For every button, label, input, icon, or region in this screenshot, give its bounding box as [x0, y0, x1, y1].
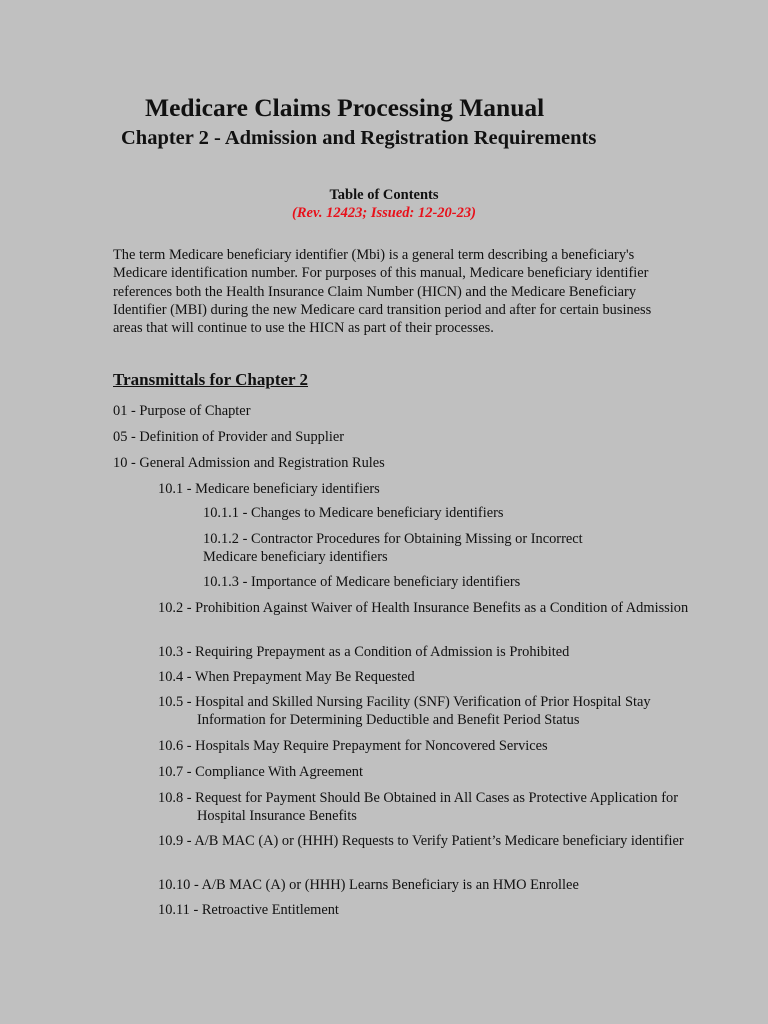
toc-item-10-3[interactable]: 10.3 - Requiring Prepayment as a Condition of Admission is Prohibited: [158, 644, 570, 660]
toc-item-10-2[interactable]: 10.2 - Prohibition Against Waiver of Health Insurance Benefits as a Condition of Admission: [158, 600, 689, 616]
transmittals-link[interactable]: Transmittals for Chapter 2: [113, 370, 309, 389]
toc-item-10-9[interactable]: 10.9 - A/B MAC (A) or (HHH) Requests to Verify Patient’s Medicare beneficiary identifier: [158, 833, 684, 849]
toc-item-10-1-2[interactable]: 10.1.2 - Contractor Procedures for Obtaining Missing or Incorrect Medicare beneficiary identifiers: [203, 531, 583, 566]
intro-paragraph: The term Medicare beneficiary identifier (Mbi) is a general term describing a beneficiary's Medicare identification number. For purposes of this manual, Medicare beneficiary identifier references both the Health Insurance Claim Number (HICN) and the Medicare Beneficiary Identifier (MBI) during the new Medicare card transition period and after for certain business areas that will continue to use the HICN as part of their processes.: [113, 247, 652, 337]
page-title: Medicare Claims Processing Manual: [145, 93, 545, 122]
toc-item-10[interactable]: 10 - General Admission and Registration Rules: [113, 455, 385, 471]
toc-item-10-1[interactable]: 10.1 - Medicare beneficiary identifiers: [158, 481, 380, 497]
toc-item-10-1-3[interactable]: 10.1.3 - Importance of Medicare beneficiary identifiers: [203, 574, 521, 590]
revision-note: (Rev. 12423; Issued: 12-20-23): [292, 205, 476, 221]
toc-heading-label: Table of Contents: [329, 187, 439, 203]
toc-item-10-8[interactable]: 10.8 - Request for Payment Should Be Obtained in All Cases as Protective Application for Hospital Insurance Benefits: [158, 790, 678, 825]
toc-item-10-6[interactable]: 10.6 - Hospitals May Require Prepayment for Noncovered Services: [158, 738, 548, 754]
toc-item-01[interactable]: 01 - Purpose of Chapter: [113, 403, 251, 419]
toc-item-10-5[interactable]: 10.5 - Hospital and Skilled Nursing Facility (SNF) Verification of Prior Hospital Stay Information for Determining Deductible and Benefit Period Status: [158, 694, 651, 729]
toc-item-10-11[interactable]: 10.11 - Retroactive Entitlement: [158, 902, 339, 918]
toc-item-10-7[interactable]: 10.7 - Compliance With Agreement: [158, 764, 363, 780]
toc-item-10-1-1[interactable]: 10.1.1 - Changes to Medicare beneficiary identifiers: [203, 505, 504, 521]
toc-item-10-10[interactable]: 10.10 - A/B MAC (A) or (HHH) Learns Beneficiary is an HMO Enrollee: [158, 877, 579, 893]
toc-item-10-4[interactable]: 10.4 - When Prepayment May Be Requested: [158, 669, 415, 685]
chapter-subtitle: Chapter 2 - Admission and Registration Requirements: [121, 127, 597, 149]
toc-heading: [0, 186, 768, 222]
toc-item-05[interactable]: 05 - Definition of Provider and Supplier: [113, 429, 345, 445]
